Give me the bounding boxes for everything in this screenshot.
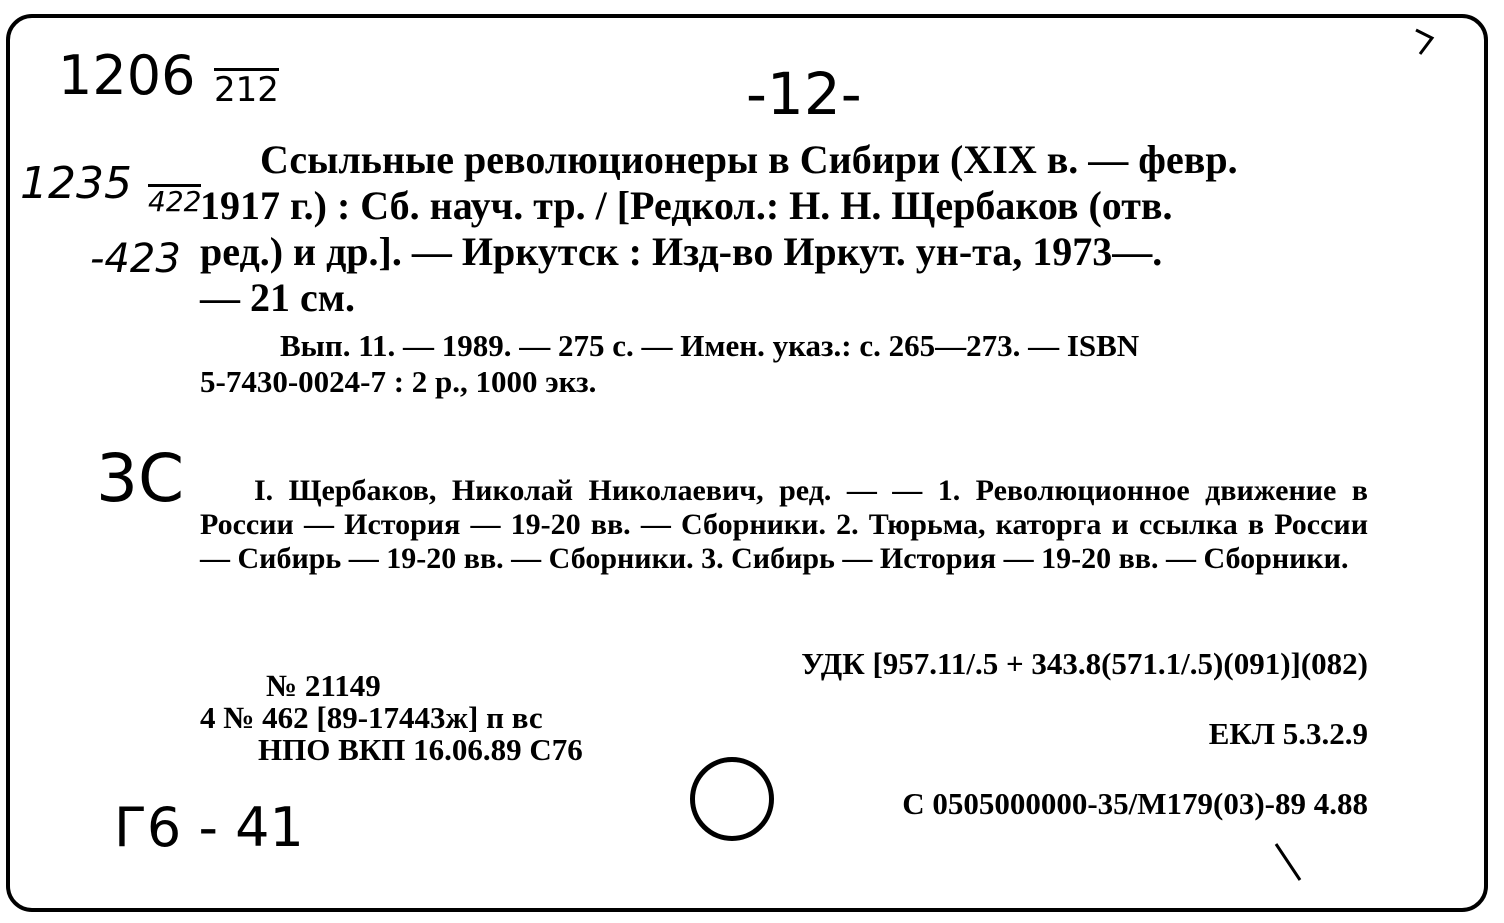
title-line: ред.) и др.]. — Иркутск : Изд-во Иркут. ун-та, 1973—. xyxy=(200,229,1163,274)
left-info-block xyxy=(200,670,583,766)
stray-mark-bottom-right xyxy=(1270,840,1310,890)
stray-mark-top-right xyxy=(1410,24,1450,64)
circle-mark xyxy=(690,757,774,841)
ekl-code: ЕКЛ 5.3.2.9 xyxy=(1208,716,1368,751)
issue-block xyxy=(200,328,1368,400)
handwritten-left-margin-fraction: 422 xyxy=(148,185,202,218)
issue-line: Вып. 11. — 1989. — 275 с. — Имен. указ.: с. 265—273. — ISBN xyxy=(280,328,1140,363)
handwritten-left-margin-line2: -423 xyxy=(90,236,181,282)
handwritten-top-left-number: 1206 xyxy=(58,44,196,107)
title-line: — 21 см. xyxy=(200,275,355,320)
c-number: С 0505000000-35/М179(03)-89 4.88 xyxy=(902,786,1368,821)
title-line: 1917 г.) : Сб. науч. тр. / [Редкол.: Н. Н. Щербаков (отв. xyxy=(200,183,1173,228)
left-info-line: 4 № 462 [89-17443ж] п вс xyxy=(200,700,543,735)
title-block xyxy=(200,137,1368,321)
handwritten-bottom-left: Г6 - 41 xyxy=(114,796,304,859)
handwritten-top-left-fraction: 212 xyxy=(214,70,279,110)
left-info-line: НПО ВКП 16.06.89 С76 xyxy=(258,732,583,767)
udk-code: УДК [957.11/.5 + 343.8(571.1/.5)(091)](082) xyxy=(801,646,1368,681)
handwritten-page-number: -12- xyxy=(746,60,862,128)
issue-line: 5-7430-0024-7 : 2 р., 1000 экз. xyxy=(200,364,597,399)
subjects-text: I. Щербаков, Николай Николаевич, ред. — — 1. Революционное движение в России — История — 19-20 вв. — Сборники. 2. Тюрьма, каторга и ссылка в России — Сибирь — 19-20 вв. — Сборники. 3. Сибирь — История — 19-20 вв. — Сборники. xyxy=(200,474,1368,575)
subjects-block xyxy=(200,474,1368,576)
handwritten-classification: 3C xyxy=(96,440,185,517)
title-line: Ссыльные революционеры в Сибири (XIX в. — февр. xyxy=(260,137,1238,182)
handwritten-left-margin-line1: 1235 xyxy=(20,158,132,209)
left-info-line: № 21149 xyxy=(266,668,381,703)
